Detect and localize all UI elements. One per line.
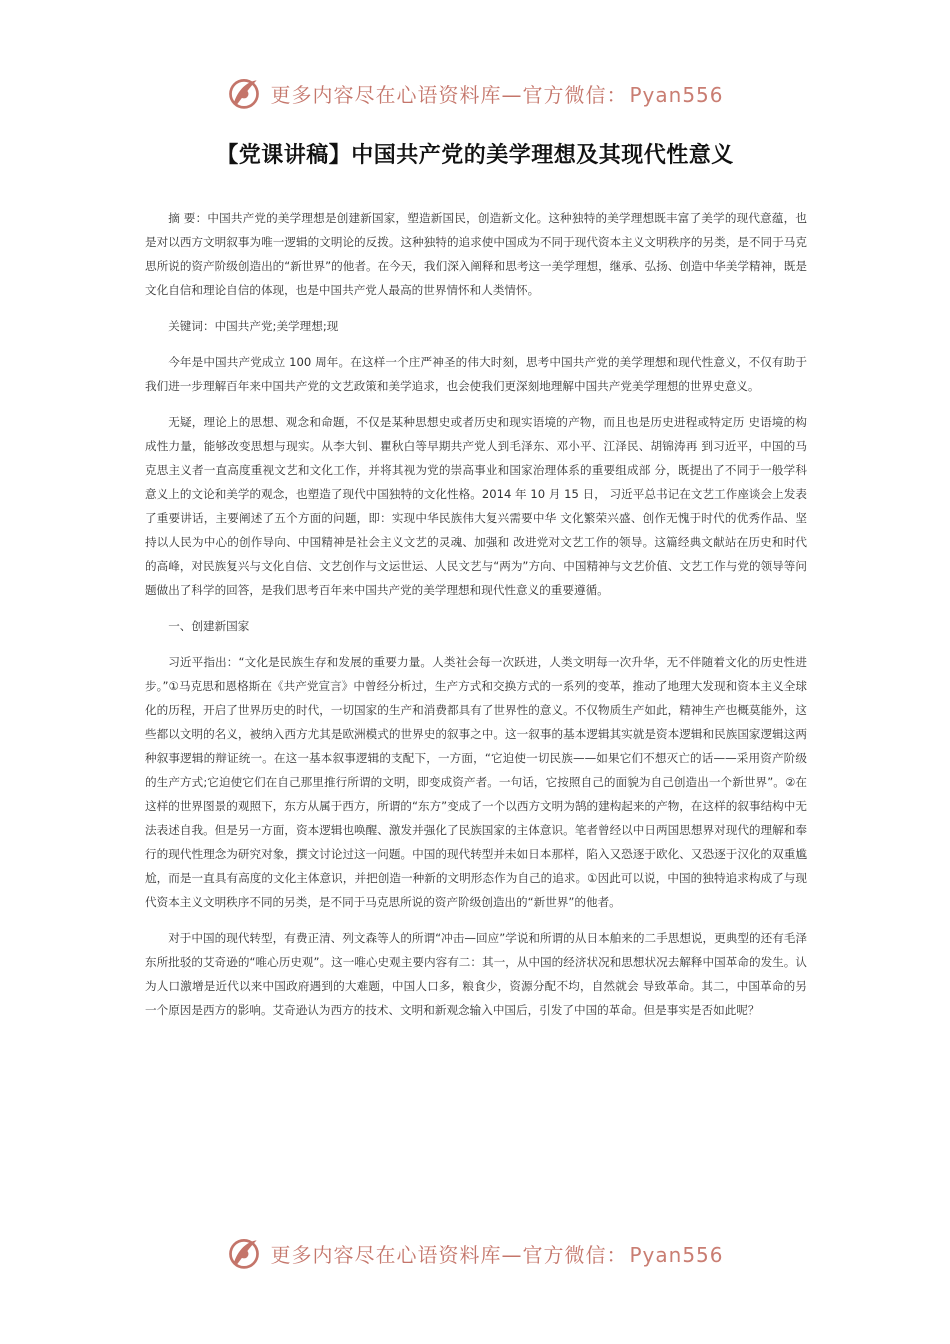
footer-watermark-banner <box>0 1230 950 1276</box>
document-title: 【党课讲稿】中国共产党的美学理想及其现代性意义 <box>216 143 734 168</box>
brand-logo-icon <box>226 75 262 111</box>
body-paragraph: 对于中国的现代转型，有费正清、列文森等人的所谓“冲击—回应”学说和所谓的从日本舶来的二手思想说，更典型的还有毛泽东所批驳的艾奇逊的“唯心历史观”。这一唯心史观主要内容有二：其一，从中国的经济状况和思想状况去解释中国革命的发生。认为人口激增是近代以来中国政府遇到的大难题，中国人口多，粮食少，资源分配不均，自然就会 导致革命。其二，中国革命的另一个原因是西方的影响。艾奇逊认为西方的技术、文明和新观念输入中国后，引发了中国的革命。但是事实是否如此呢？ <box>145 931 807 1017</box>
body-paragraph: 今年是中国共产党成立 100 周年。在这样一个庄严神圣的伟大时刻，思考中国共产党的美学理想和现代性意义，不仅有助于我们进一步理解百年来中国共产党的文艺政策和美学追求，也会使我们更深刻地理解中国共产党美学理想的世界史意义。 <box>145 355 807 393</box>
banner-text: 更多内容尽在心语资料库—官方微信： <box>270 82 628 107</box>
header-watermark-banner <box>0 70 950 116</box>
section-heading: 一、创建新国家 <box>168 619 250 633</box>
banner-slogan <box>270 1239 723 1268</box>
abstract-paragraph: 摘 要：中国共产党的美学理想是创建新国家，塑造新国民，创造新文化。这种独特的美学理想既丰富了美学的现代意蕴，也是对以西方文明叙事为唯一逻辑的文明论的反拨。这种独特的追求使中国成为不同于现代资本主义文明秩序的另类，是不同于马克思所说的资产阶级创造出的“新世界”的他者。在今天，我们深入阐释和思考这一美学理想，继承、弘扬、创造中华美学精神，既是文化自信和理论自信的体现，也是中国共产党人最高的世界情怀和人类情怀。 <box>145 211 807 297</box>
brand-logo-icon <box>226 1235 262 1271</box>
banner-text: 更多内容尽在心语资料库—官方微信： <box>270 1242 628 1267</box>
keywords-paragraph: 关键词：中国共产党;美学理想;现 <box>168 319 339 333</box>
document-body <box>145 206 807 1034</box>
banner-wechat-id: Pyan556 <box>629 82 724 107</box>
body-paragraph: 习近平指出：“文化是民族生存和发展的重要力量。人类社会每一次跃进，人类文明每一次升华，无不伴随着文化的历史性进步。”①马克思和恩格斯在《共产党宣言》中曾经分析过，生产方式和交换方式的一系列的变革，推动了地理大发现和资本主义全球化的历程，开启了世界历史的时代，一切国家的生产和消费都具有了世界性的意义。不仅物质生产如此，精神生产也概莫能外，这些都以文明的名义，被纳入西方尤其是欧洲模式的世界史的叙事之中。这一叙事的基本逻辑其实就是资本逻辑和民族国家逻辑这两种叙事逻辑的辩证统一。在这一基本叙事逻辑的支配下，一方面，“它迫使一切民族——如果它们不想灭亡的话——采用资产阶级的生产方式;它迫使它们在自己那里推行所谓的文明，即变成资产者。一句话，它按照自己的面貌为自己创造出一个新世界”。②在这样的世界图景的观照下，东方从属于西方，所谓的“东方”变成了一个以西方文明为鹄的建构起来的产物，在这样的叙事结构中无法表述自我。但是另一方面，资本逻辑也唤醒、激发并强化了民族国家的主体意识。笔者曾经以中日两国思想界对现代的理解和奉行的现代性理念为研究对象，撰文讨论过这一问题。中国的现代转型并未如日本那样，陷入又恐逐于欧化、又恐逐于汉化的双重尴尬，而是一直具有高度的文化主体意识，并把创造一种新的文明形态作为自己的追求。①因此可以说，中国的独特追求构成了与现代资本主义文明秩序不同的另类，是不同于马克思所说的资产阶级创造出的“新世界”的他者。 <box>145 655 807 909</box>
banner-wechat-id: Pyan556 <box>629 1242 724 1267</box>
body-paragraph: 无疑，理论上的思想、观念和命题，不仅是某种思想史或者历史和现实语境的产物，而且也是历史进程或特定历 史语境的构成性力量，能够改变思想与现实。从李大钊、瞿秋白等早期共产党人到毛泽东、邓小平、江泽民、胡锦涛再 到习近平，中国的马克思主义者一直高度重视文艺和文化工作，并将其视为党的崇高事业和国家治理体系的重要组成部 分，既提出了不同于一般学科意义上的文论和美学的观念，也塑造了现代中国独特的文化性格。2014 年 10 月 15 日， 习近平总书记在文艺工作座谈会上发表了重要讲话，主要阐述了五个方面的问题，即：实现中华民族伟大复兴需要中华 文化繁荣兴盛、创作无愧于时代的优秀作品、坚持以人民为中心的创作导向、中国精神是社会主义文艺的灵魂、加强和 改进党对文艺工作的领导。这篇经典文献站在历史和时代的高峰，对民族复兴与文化自信、文艺创作与文运世运、人民文艺与“两为”方向、中国精神与文艺价值、文艺工作与党的领导等问题做出了科学的回答，是我们思考百年来中国共产党的美学理想和现代性意义的重要遵循。 <box>145 415 807 597</box>
banner-slogan <box>270 79 723 108</box>
